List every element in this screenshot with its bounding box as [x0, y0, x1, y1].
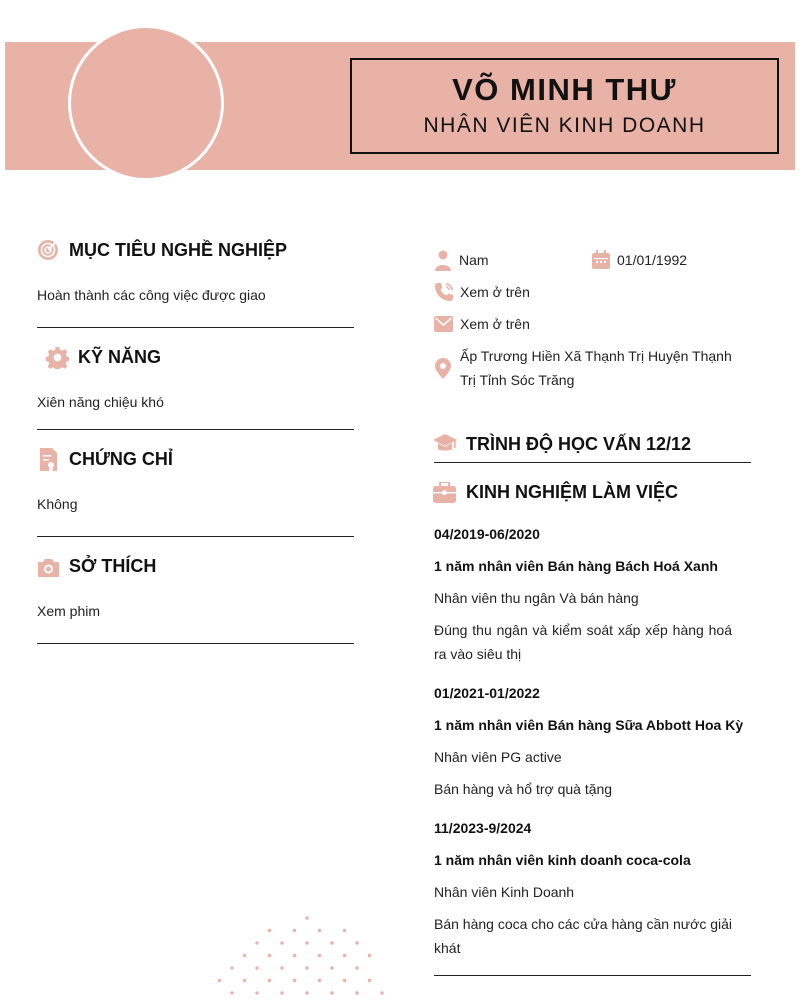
hobbies-title: SỞ THÍCH	[69, 556, 157, 576]
decor-dot	[305, 966, 308, 969]
decor-dot	[230, 966, 233, 969]
phone-value: Xem ở trên	[460, 284, 530, 300]
hobbies-text: Xem phim	[37, 603, 101, 619]
decor-dot	[268, 929, 271, 932]
objective-text: Hoàn thành các công việc được giao	[37, 287, 266, 303]
avatar	[68, 25, 224, 181]
decor-dot	[368, 954, 371, 957]
decor-dot	[330, 966, 333, 969]
job-description: Đúng thu ngân và kiểm soát xấp xếp hàng hoá ra vào siêu thị	[434, 622, 732, 662]
skills-text: Xiên năng chiệu khó	[37, 394, 164, 410]
decor-dot	[293, 979, 296, 982]
address-value: Ấp Trương Hiền Xã Thạnh Trị Huyện Thạnh Trị Tỉnh Sóc Trăng	[460, 348, 732, 388]
decor-dot	[318, 929, 321, 932]
decor-dot	[280, 966, 283, 969]
target-icon	[37, 239, 59, 261]
gender-value: Nam	[459, 252, 489, 268]
job-heading: 1 năm nhân viên kinh doanh coca-cola	[434, 852, 691, 868]
decor-dot	[318, 979, 321, 982]
decor-dot	[268, 954, 271, 957]
location-pin-icon	[435, 358, 451, 379]
decor-dot	[330, 941, 333, 944]
decor-dot	[293, 929, 296, 932]
skills-title: KỸ NĂNG	[78, 347, 162, 367]
divider	[434, 462, 751, 463]
decor-dot	[255, 991, 258, 994]
calendar-icon	[592, 250, 610, 270]
camera-icon	[37, 556, 60, 578]
job-position: Nhân viên thu ngân Và bán hàng	[434, 590, 639, 606]
experience-title: KINH NGHIỆM LÀM VIỆC	[466, 482, 679, 502]
certificates-text: Không	[37, 496, 78, 512]
job-position: Nhân viên Kinh Doanh	[434, 884, 575, 900]
gear-icon	[46, 346, 69, 369]
decor-dot	[318, 954, 321, 957]
certificate-icon	[38, 447, 58, 473]
envelope-icon	[434, 316, 453, 332]
job-period: 11/2023-9/2024	[434, 820, 532, 836]
decor-dot	[255, 966, 258, 969]
phone-icon	[434, 282, 454, 302]
briefcase-icon	[433, 482, 456, 503]
decor-dot	[243, 979, 246, 982]
decor-dot	[230, 991, 233, 994]
decor-dot	[218, 979, 221, 982]
decor-dot	[305, 941, 308, 944]
decor-dot	[243, 954, 246, 957]
job-description: Bán hàng và hổ trợ quà tặng	[434, 781, 613, 797]
graduation-cap-icon	[433, 434, 457, 454]
job-heading: 1 năm nhân viên Bán hàng Sữa Abbott Hoa Kỳ	[434, 717, 744, 733]
candidate-name: VÕ MINH THƯ	[452, 72, 677, 107]
job-period: 04/2019-06/2020	[434, 526, 540, 542]
objective-title: MỤC TIÊU NGHỀ NGHIỆP	[69, 240, 288, 260]
job-period: 01/2021-01/2022	[434, 685, 540, 701]
divider	[37, 536, 354, 537]
decor-dot	[280, 941, 283, 944]
decorative-dots	[205, 915, 395, 1000]
decor-dot	[343, 929, 346, 932]
decor-dot	[293, 954, 296, 957]
divider	[37, 327, 354, 328]
job-position: Nhân viên PG active	[434, 749, 562, 765]
decor-dot	[280, 991, 283, 994]
decor-dot	[330, 991, 333, 994]
divider	[37, 643, 354, 644]
education-title: TRÌNH ĐỘ HỌC VẤN 12/12	[466, 434, 692, 454]
divider	[37, 429, 354, 430]
email-value: Xem ở trên	[460, 316, 530, 332]
decor-dot	[268, 979, 271, 982]
decor-dot	[255, 941, 258, 944]
decor-dot	[343, 979, 346, 982]
divider	[434, 975, 751, 976]
job-description: Bán hàng coca cho các cửa hàng cần nước giải khát	[434, 916, 732, 956]
decor-dot	[305, 916, 308, 919]
decor-dot	[355, 941, 358, 944]
name-box	[350, 58, 779, 154]
job-heading: 1 năm nhân viên Bán hàng Bách Hoá Xanh	[434, 558, 718, 574]
decor-dot	[380, 991, 383, 994]
decor-dot	[355, 966, 358, 969]
birthdate-value: 01/01/1992	[617, 252, 688, 268]
decor-dot	[343, 954, 346, 957]
certificates-title: CHỨNG CHỈ	[69, 449, 173, 469]
user-icon	[434, 250, 452, 271]
candidate-role: NHÂN VIÊN KINH DOANH	[423, 114, 706, 137]
decor-dot	[305, 991, 308, 994]
decor-dot	[368, 979, 371, 982]
decor-dot	[355, 991, 358, 994]
